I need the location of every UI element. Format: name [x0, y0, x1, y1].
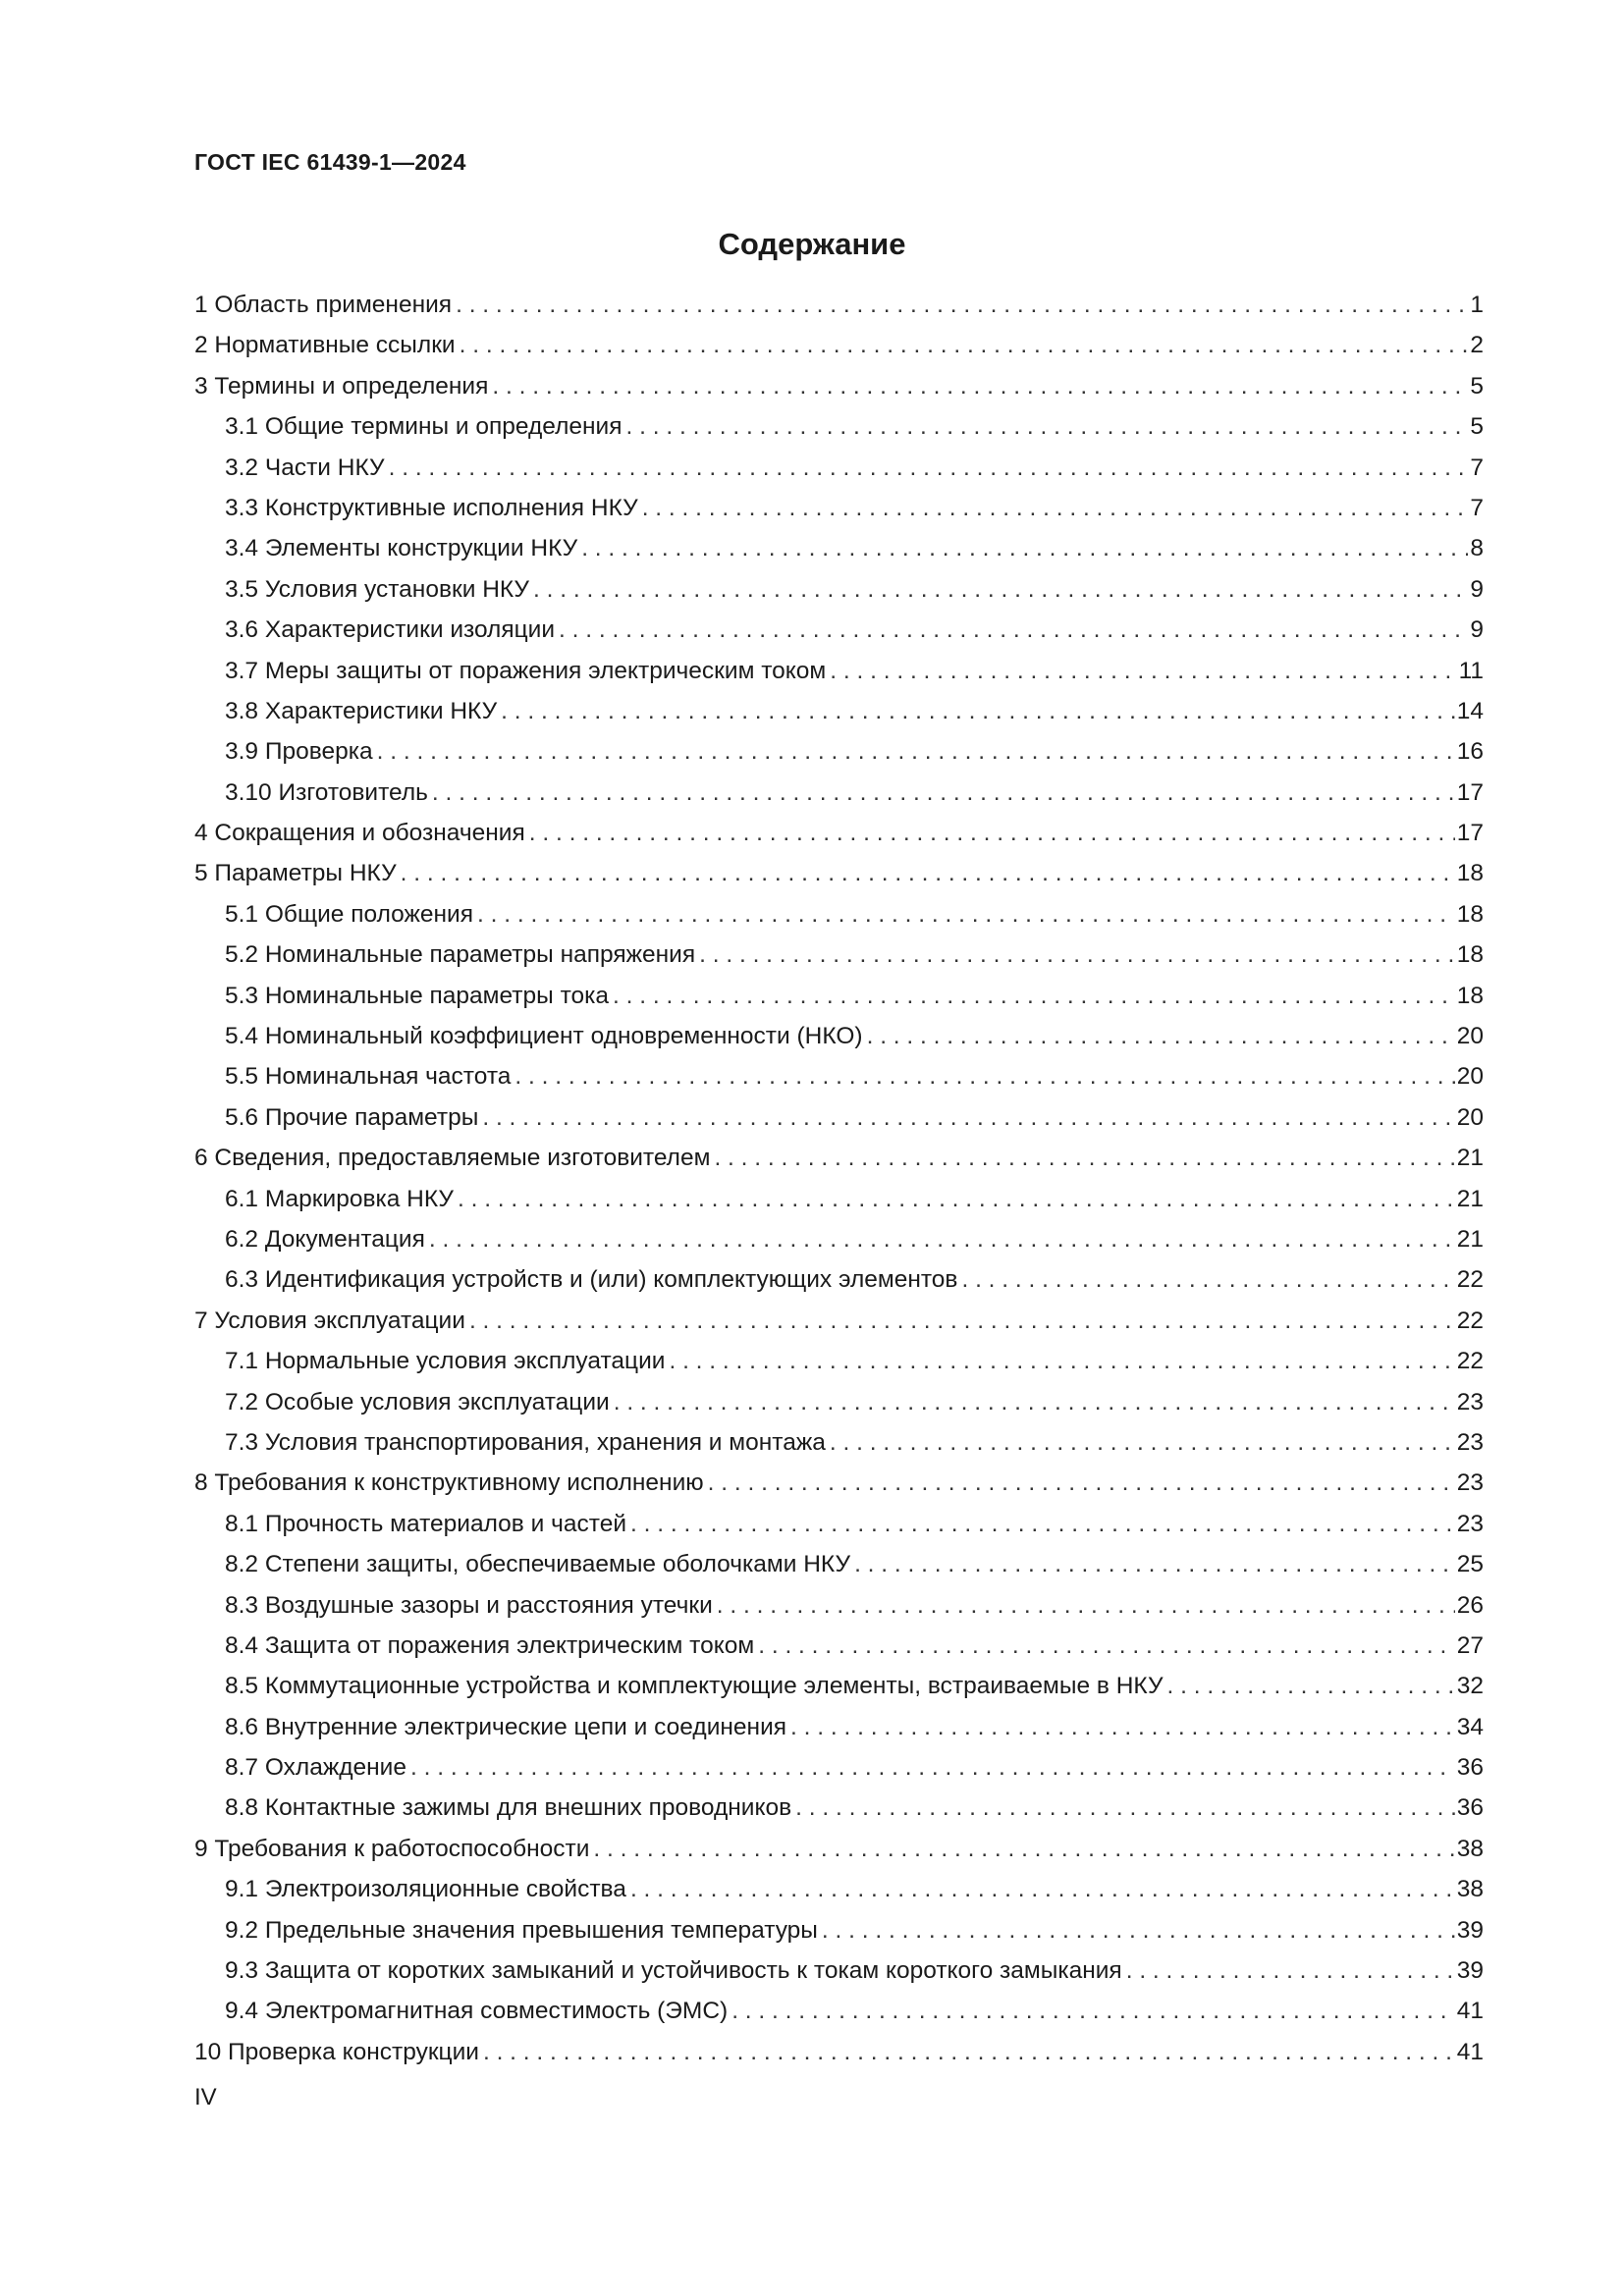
- toc-dot-leader: [699, 934, 1455, 975]
- toc-entry-page: 41: [1456, 1998, 1484, 2025]
- toc-dot-leader: [822, 1910, 1455, 1950]
- toc-dot-leader: [854, 1544, 1455, 1584]
- toc-entry[interactable]: [194, 1504, 1484, 1544]
- toc-entry-label: 3.4 Элементы конструкции НКУ: [225, 535, 578, 562]
- toc-entry[interactable]: [194, 406, 1484, 447]
- toc-entry[interactable]: [194, 1097, 1484, 1138]
- toc-entry[interactable]: [194, 1544, 1484, 1584]
- toc-entry[interactable]: [194, 1626, 1484, 1666]
- toc-entry-page: 1: [1470, 292, 1484, 318]
- toc-entry[interactable]: [194, 1747, 1484, 1788]
- toc-entry-page: 41: [1456, 2038, 1484, 2065]
- toc-dot-leader: [456, 285, 1468, 325]
- toc-entry-label: 5.4 Номинальный коэффициент одновременности (НКО): [225, 1023, 863, 1050]
- toc-dot-leader: [389, 448, 1469, 488]
- toc-entry-label: 5.2 Номинальные параметры напряжения: [225, 941, 696, 969]
- toc-entry[interactable]: [194, 976, 1484, 1016]
- toc-entry[interactable]: [194, 1829, 1484, 1869]
- toc-dot-leader: [482, 1097, 1454, 1138]
- toc-list: [194, 285, 1484, 2072]
- toc-entry-page: 36: [1456, 1794, 1484, 1822]
- toc-dot-leader: [731, 1991, 1455, 2031]
- toc-dot-leader: [795, 1788, 1455, 1828]
- toc-dot-leader: [533, 569, 1468, 610]
- toc-entry-label: 3.10 Изготовитель: [225, 778, 428, 806]
- toc-entry[interactable]: [194, 773, 1484, 813]
- toc-entry-label: 8.1 Прочность материалов и частей: [225, 1510, 626, 1537]
- toc-entry[interactable]: [194, 610, 1484, 650]
- toc-entry-page: 39: [1456, 1957, 1484, 1985]
- toc-entry-label: 7.3 Условия транспортирования, хранения и монтажа: [225, 1428, 826, 1456]
- toc-entry[interactable]: [194, 2032, 1484, 2072]
- toc-dot-leader: [630, 1869, 1455, 1909]
- toc-entry-page: 20: [1456, 1023, 1484, 1050]
- toc-entry-label: 8 Требования к конструктивному исполнению: [194, 1469, 704, 1497]
- toc-entry-page: 27: [1456, 1631, 1484, 1659]
- toc-entry-page: 23: [1456, 1388, 1484, 1415]
- toc-entry-label: 3.6 Характеристики изоляции: [225, 616, 556, 644]
- toc-entry[interactable]: [194, 691, 1484, 731]
- toc-entry-page: 7: [1470, 494, 1484, 521]
- toc-entry[interactable]: [194, 366, 1484, 406]
- toc-entry-page: 34: [1456, 1713, 1484, 1740]
- toc-dot-leader: [708, 1463, 1455, 1503]
- toc-entry-page: 2: [1470, 332, 1484, 359]
- toc-entry[interactable]: [194, 1056, 1484, 1096]
- toc-entry-page: 20: [1456, 1063, 1484, 1091]
- toc-entry-label: 6.1 Маркировка НКУ: [225, 1185, 454, 1212]
- toc-dot-leader: [717, 1585, 1455, 1626]
- toc-dot-leader: [593, 1829, 1454, 1869]
- toc-entry-page: 21: [1456, 1225, 1484, 1253]
- toc-entry[interactable]: [194, 853, 1484, 893]
- toc-entry-page: 18: [1456, 900, 1484, 928]
- toc-entry[interactable]: [194, 488, 1484, 528]
- toc-entry-label: 9.1 Электроизоляционные свойства: [225, 1876, 626, 1903]
- toc-entry[interactable]: [194, 1138, 1484, 1178]
- toc-entry-label: 8.3 Воздушные зазоры и расстояния утечки: [225, 1591, 713, 1619]
- toc-entry[interactable]: [194, 1707, 1484, 1747]
- toc-entry-label: 3.1 Общие термины и определения: [225, 413, 623, 441]
- toc-entry-label: 4 Сокращения и обозначения: [194, 820, 525, 847]
- toc-entry-page: 18: [1456, 941, 1484, 969]
- toc-entry-label: 8.2 Степени защиты, обеспечиваемые оболочками НКУ: [225, 1551, 851, 1578]
- toc-entry-label: 5.5 Номинальная частота: [225, 1063, 512, 1091]
- toc-entry[interactable]: [194, 1585, 1484, 1626]
- toc-entry[interactable]: [194, 285, 1484, 325]
- toc-entry[interactable]: [194, 1341, 1484, 1381]
- toc-entry-page: 11: [1458, 657, 1484, 684]
- toc-entry-label: 8.7 Охлаждение: [225, 1754, 406, 1782]
- toc-entry-page: 20: [1456, 1103, 1484, 1131]
- toc-entry[interactable]: [194, 1910, 1484, 1950]
- toc-dot-leader: [961, 1259, 1454, 1300]
- toc-entry[interactable]: [194, 1259, 1484, 1300]
- toc-entry-page: 18: [1456, 860, 1484, 887]
- page-number: IV: [194, 2084, 217, 2110]
- toc-entry-page: 36: [1456, 1754, 1484, 1782]
- toc-entry[interactable]: [194, 651, 1484, 691]
- toc-dot-leader: [377, 731, 1455, 772]
- toc-entry-page: 25: [1456, 1551, 1484, 1578]
- toc-entry-label: 3.9 Проверка: [225, 738, 373, 766]
- toc-dot-leader: [429, 1219, 1455, 1259]
- toc-entry-page: 23: [1456, 1469, 1484, 1497]
- toc-entry[interactable]: [194, 448, 1484, 488]
- toc-dot-leader: [514, 1056, 1454, 1096]
- toc-entry-label: 7 Условия эксплуатации: [194, 1307, 465, 1334]
- toc-dot-leader: [714, 1138, 1454, 1178]
- toc-entry-page: 5: [1470, 372, 1484, 400]
- toc-entry-label: 10 Проверка конструкции: [194, 2038, 479, 2065]
- toc-entry-label: 1 Область применения: [194, 292, 453, 318]
- toc-entry-page: 14: [1456, 697, 1484, 724]
- toc-entry[interactable]: [194, 1463, 1484, 1503]
- toc-entry-label: 6.3 Идентификация устройств и (или) комплектующих элементов: [225, 1266, 958, 1294]
- toc-entry-page: 22: [1456, 1307, 1484, 1334]
- toc-entry-page: 38: [1456, 1876, 1484, 1903]
- toc-entry-page: 23: [1456, 1428, 1484, 1456]
- toc-entry[interactable]: [194, 1301, 1484, 1341]
- toc-entry-label: 6.2 Документация: [225, 1225, 425, 1253]
- toc-entry[interactable]: [194, 894, 1484, 934]
- toc-dot-leader: [1167, 1666, 1455, 1706]
- toc-dot-leader: [613, 976, 1455, 1016]
- toc-dot-leader: [830, 651, 1456, 691]
- toc-entry[interactable]: [194, 1666, 1484, 1706]
- toc-entry[interactable]: [194, 528, 1484, 568]
- toc-dot-leader: [469, 1301, 1455, 1341]
- toc-dot-leader: [501, 691, 1455, 731]
- toc-entry-page: 26: [1456, 1591, 1484, 1619]
- toc-entry[interactable]: [194, 1219, 1484, 1259]
- toc-entry[interactable]: [194, 1016, 1484, 1056]
- toc-entry[interactable]: [194, 1950, 1484, 1991]
- toc-entry-page: 16: [1456, 738, 1484, 766]
- toc-entry-label: 6 Сведения, предоставляемые изготовителем: [194, 1145, 711, 1172]
- toc-entry-label: 7.2 Особые условия эксплуатации: [225, 1388, 610, 1415]
- toc-dot-leader: [492, 366, 1468, 406]
- toc-dot-leader: [669, 1341, 1454, 1381]
- toc-entry-label: 7.1 Нормальные условия эксплуатации: [225, 1348, 666, 1375]
- toc-dot-leader: [1126, 1950, 1455, 1991]
- toc-entry-page: 5: [1470, 413, 1484, 441]
- toc-entry-label: 9 Требования к работоспособности: [194, 1835, 590, 1862]
- toc-entry[interactable]: [194, 1869, 1484, 1909]
- toc-entry[interactable]: [194, 1382, 1484, 1422]
- toc-dot-leader: [626, 406, 1469, 447]
- toc-entry-page: 21: [1456, 1145, 1484, 1172]
- toc-entry-label: 9.3 Защита от коротких замыканий и устойчивость к токам короткого замыкания: [225, 1957, 1122, 1985]
- toc-entry[interactable]: [194, 1788, 1484, 1828]
- toc-entry[interactable]: [194, 325, 1484, 365]
- toc-dot-leader: [410, 1747, 1455, 1788]
- toc-entry-label: 5.6 Прочие параметры: [225, 1103, 479, 1131]
- toc-entry-label: 5.1 Общие положения: [225, 900, 474, 928]
- toc-entry[interactable]: [194, 1991, 1484, 2031]
- toc-dot-leader: [581, 528, 1468, 568]
- toc-dot-leader: [401, 853, 1455, 893]
- toc-dot-leader: [642, 488, 1469, 528]
- toc-entry[interactable]: [194, 1179, 1484, 1219]
- toc-entry-page: 17: [1456, 820, 1484, 847]
- toc-entry-page: 9: [1470, 575, 1484, 603]
- toc-entry-page: 18: [1456, 982, 1484, 1009]
- toc-entry-label: 3.3 Конструктивные исполнения НКУ: [225, 494, 638, 521]
- toc-entry-label: 2 Нормативные ссылки: [194, 332, 456, 359]
- toc-entry-label: 5.3 Номинальные параметры тока: [225, 982, 610, 1009]
- toc-entry-label: 3.8 Характеристики НКУ: [225, 697, 498, 724]
- toc-dot-leader: [458, 1179, 1455, 1219]
- toc-entry-label: 3.7 Меры защиты от поражения электрическим током: [225, 657, 827, 684]
- toc-entry[interactable]: [194, 934, 1484, 975]
- toc-entry-page: 7: [1470, 454, 1484, 481]
- toc-entry-page: 38: [1456, 1835, 1484, 1862]
- document-code: ГОСТ IEC 61439-1—2024: [194, 149, 466, 175]
- toc-entry-page: 22: [1456, 1266, 1484, 1294]
- toc-dot-leader: [758, 1626, 1455, 1666]
- toc-dot-leader: [630, 1504, 1455, 1544]
- toc-entry-label: 9.2 Предельные значения превышения температуры: [225, 1916, 818, 1944]
- toc-entry-label: 9.4 Электромагнитная совместимость (ЭМС): [225, 1998, 729, 2025]
- toc-entry-page: 8: [1470, 535, 1484, 562]
- toc-title: Содержание: [718, 227, 906, 261]
- toc-entry-page: 21: [1456, 1185, 1484, 1212]
- toc-dot-leader: [614, 1382, 1455, 1422]
- toc-entry-page: 17: [1456, 778, 1484, 806]
- toc-entry-label: 3.5 Условия установки НКУ: [225, 575, 529, 603]
- toc-entry-page: 23: [1456, 1510, 1484, 1537]
- toc-dot-leader: [477, 894, 1455, 934]
- toc-entry-label: 3.2 Части НКУ: [225, 454, 385, 481]
- toc-dot-leader: [559, 610, 1468, 650]
- toc-entry-label: 5 Параметры НКУ: [194, 860, 397, 887]
- toc-dot-leader: [790, 1707, 1455, 1747]
- toc-entry-label: 8.6 Внутренние электрические цепи и соединения: [225, 1713, 787, 1740]
- toc-dot-leader: [529, 813, 1455, 853]
- toc-dot-leader: [432, 773, 1455, 813]
- toc-dot-leader: [460, 325, 1469, 365]
- toc-entry-label: 8.4 Защита от поражения электрическим током: [225, 1631, 755, 1659]
- toc-entry[interactable]: [194, 1422, 1484, 1463]
- toc-entry[interactable]: [194, 813, 1484, 853]
- toc-dot-leader: [867, 1016, 1455, 1056]
- toc-entry-page: 9: [1470, 616, 1484, 644]
- toc-entry-label: 3 Термины и определения: [194, 372, 489, 400]
- toc-dot-leader: [830, 1422, 1455, 1463]
- toc-entry-page: 32: [1456, 1673, 1484, 1700]
- toc-entry-page: 39: [1456, 1916, 1484, 1944]
- toc-entry-label: 8.8 Контактные зажимы для внешних проводников: [225, 1794, 792, 1822]
- toc-entry[interactable]: [194, 569, 1484, 610]
- toc-entry[interactable]: [194, 731, 1484, 772]
- toc-entry-label: 8.5 Коммутационные устройства и комплектующие элементы, встраиваемые в НКУ: [225, 1673, 1164, 1700]
- toc-dot-leader: [483, 2032, 1455, 2072]
- toc-entry-page: 22: [1456, 1348, 1484, 1375]
